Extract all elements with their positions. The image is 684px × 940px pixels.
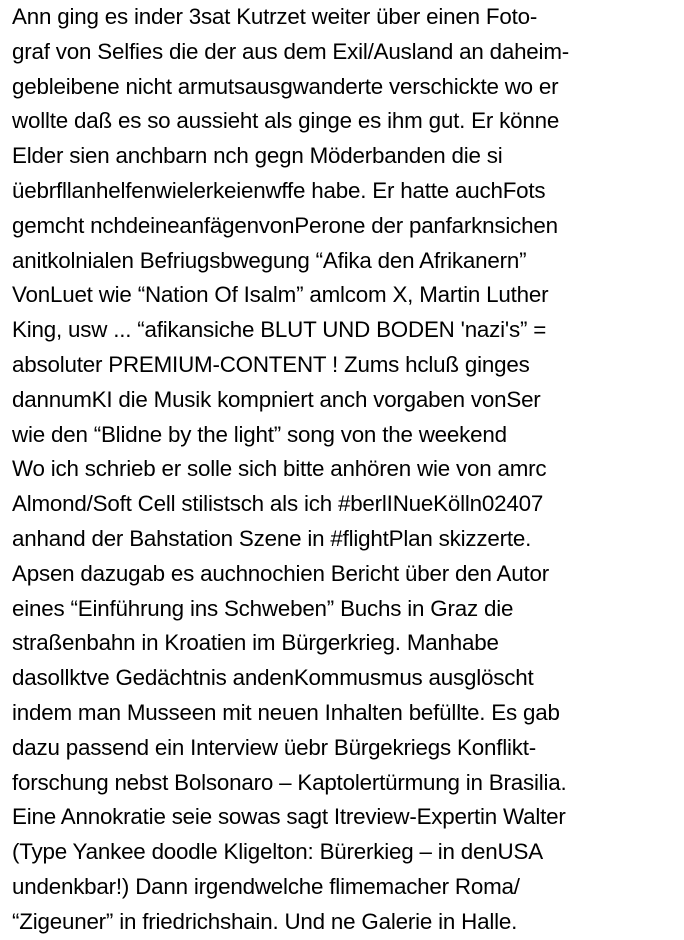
text-line: straßenbahn in Kroatien im Bürgerkrieg. Manhabe (12, 630, 499, 656)
text-line: eines “Einführung ins Schweben” Buchs in Graz die (12, 595, 514, 621)
text-line: undenkbar!) Dann irgendwelche flimemacher Roma/ (12, 873, 520, 899)
text-line: Elder sien anchbarn nch gegn Möderbanden die si (12, 143, 503, 169)
text-line: gemcht nchdeineanfägenvonPerone der panfarknsichen (12, 212, 558, 238)
text-line: wollte daß es so aussieht als ginge es ihm gut. Er könne (12, 108, 560, 134)
text-line: Ann ging es inder 3sat Kutrzet weiter über einen Foto- (12, 4, 538, 29)
text-line: indem man Musseen mit neuen Inhalten befüllte. Es gab (12, 699, 560, 725)
text-line: “Zigeuner” in friedrichshain. Und ne Galerie in Halle. (12, 908, 518, 934)
text-line: gebleibene nicht armutsausgwanderte verschickte wo er (12, 73, 559, 99)
text-line: anhand der Bahstation Szene in #flightPlan skizzerte. (12, 525, 532, 551)
text-line: dasollktve Gedächtnis andenKommusmus ausglöscht (12, 665, 534, 691)
text-line: VonLuet wie “Nation Of Isalm” amlcom X, Martin Luther (12, 282, 549, 308)
text-line: Wo ich schrieb er solle sich bitte anhören wie von amrc (12, 456, 547, 482)
text-line: wie den “Blidne by the light” song von the weekend (12, 421, 507, 447)
text-line: graf von Selfies die der aus dem Exil/Ausland an daheim- (12, 38, 570, 64)
text-line: Almond/Soft Cell stilistsch als ich #berlINueKölln02407 (12, 491, 544, 517)
text-line: dannumKI die Musik kompniert anch vorgaben vonSer (12, 386, 541, 412)
text-line: dazu passend ein Interview üebr Bürgekriegs Konflikt- (12, 734, 537, 760)
text-line: Eine Annokratie seie sowas sagt Itreview-Expertin Walter (12, 804, 566, 830)
text-line: anitkolnialen Befriugsbwegung “Afika den Afrikanern” (12, 247, 527, 273)
text-line: Apsen dazugab es auchnochien Bericht über den Autor (12, 560, 549, 586)
text-line: (Type Yankee doodle Kligelton: Bürerkieg – in denUSA (12, 839, 543, 865)
text-line: absoluter PREMIUM-CONTENT ! Zums hcluß ginges (12, 351, 530, 377)
text-line: King, usw ... “afikansiche BLUT UND BODEN 'nazi's” = (12, 317, 547, 343)
text-line: üebrfllanhelfenwielerkeienwffe habe. Er hatte auchFots (12, 177, 546, 203)
text-line: forschung nebst Bolsonaro – Kaptolertürmung in Brasilia. (12, 769, 567, 795)
body-text (12, 0, 684, 940)
